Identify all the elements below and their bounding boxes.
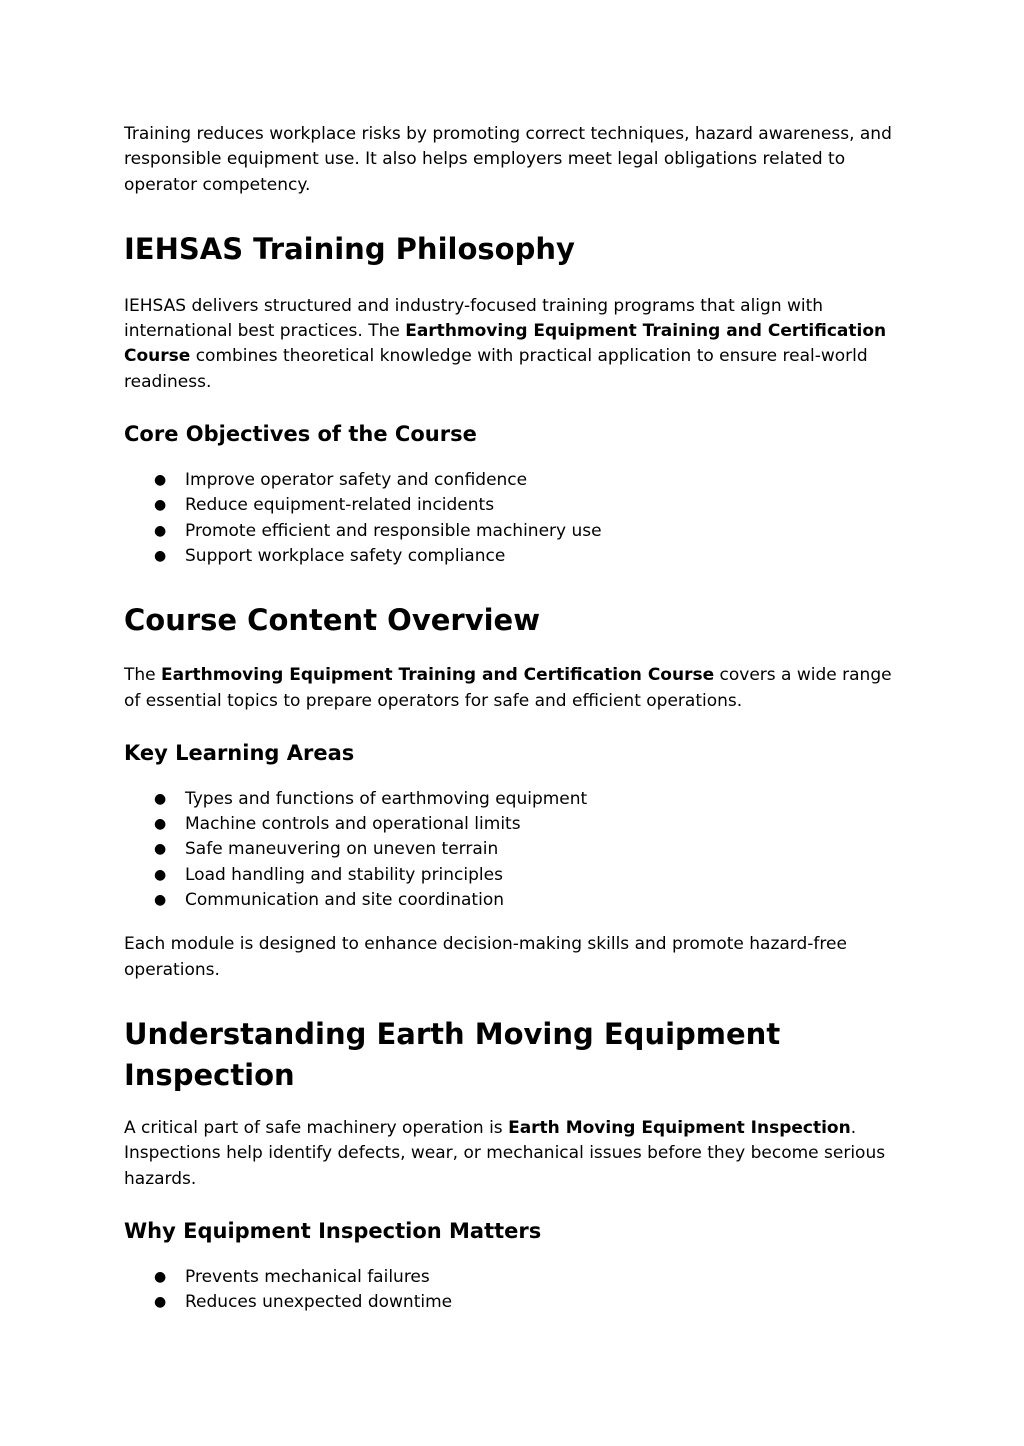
module-paragraph: Each module is designed to enhance decision-making skills and promote hazard-free operations.	[124, 934, 847, 980]
heading-training-philosophy: IEHSAS Training Philosophy	[124, 231, 575, 266]
list-item: ● Reduce equipment-related incidents	[124, 493, 904, 518]
list-item: ● Promote efficient and responsible machinery use	[124, 519, 904, 544]
list-item: ● Communication and site coordination	[124, 888, 904, 913]
objectives-list	[124, 468, 904, 569]
heading-why-inspection: Why Equipment Inspection Matters	[124, 1218, 542, 1243]
heading-core-objectives: Core Objectives of the Course	[124, 422, 477, 447]
list-item: ● Load handling and stability principles	[124, 863, 904, 888]
inspection-list	[124, 1265, 904, 1316]
learning-list	[124, 787, 904, 913]
heading-course-content: Course Content Overview	[124, 603, 540, 638]
document-page	[124, 122, 904, 1315]
intro-paragraph: Training reduces workplace risks by promoting correct techniques, hazard awareness, and responsible equipment use. It also helps employers meet legal obligations related to operator competency.	[124, 124, 892, 195]
list-item: ● Improve operator safety and confidence	[124, 468, 904, 493]
list-item: ● Safe maneuvering on uneven terrain	[124, 837, 904, 862]
list-item: ● Types and functions of earthmoving equipment	[124, 787, 904, 812]
list-item: ● Prevents mechanical failures	[124, 1265, 904, 1290]
heading-key-learning: Key Learning Areas	[124, 740, 355, 765]
heading-inspection: Understanding Earth Moving Equipment Inspection	[124, 1016, 781, 1092]
inspection-paragraph: A critical part of safe machinery operation is Earth Moving Equipment Inspection. Inspections help identify defects, wear, or mechanical issues before they become serious hazards.	[124, 1117, 886, 1189]
list-item: ● Support workplace safety compliance	[124, 544, 904, 569]
philosophy-paragraph: IEHSAS delivers structured and industry-focused training programs that align with international best practices. The Earthmoving Equipment Training and Certification Course combines theoretical knowledge with practical application to ensure real-world readiness.	[124, 295, 887, 392]
list-item: ● Machine controls and operational limits	[124, 812, 904, 837]
list-item: ● Reduces unexpected downtime	[124, 1290, 904, 1315]
content-paragraph: The Earthmoving Equipment Training and Certification Course covers a wide range of essential topics to prepare operators for safe and efficient operations.	[124, 665, 892, 711]
